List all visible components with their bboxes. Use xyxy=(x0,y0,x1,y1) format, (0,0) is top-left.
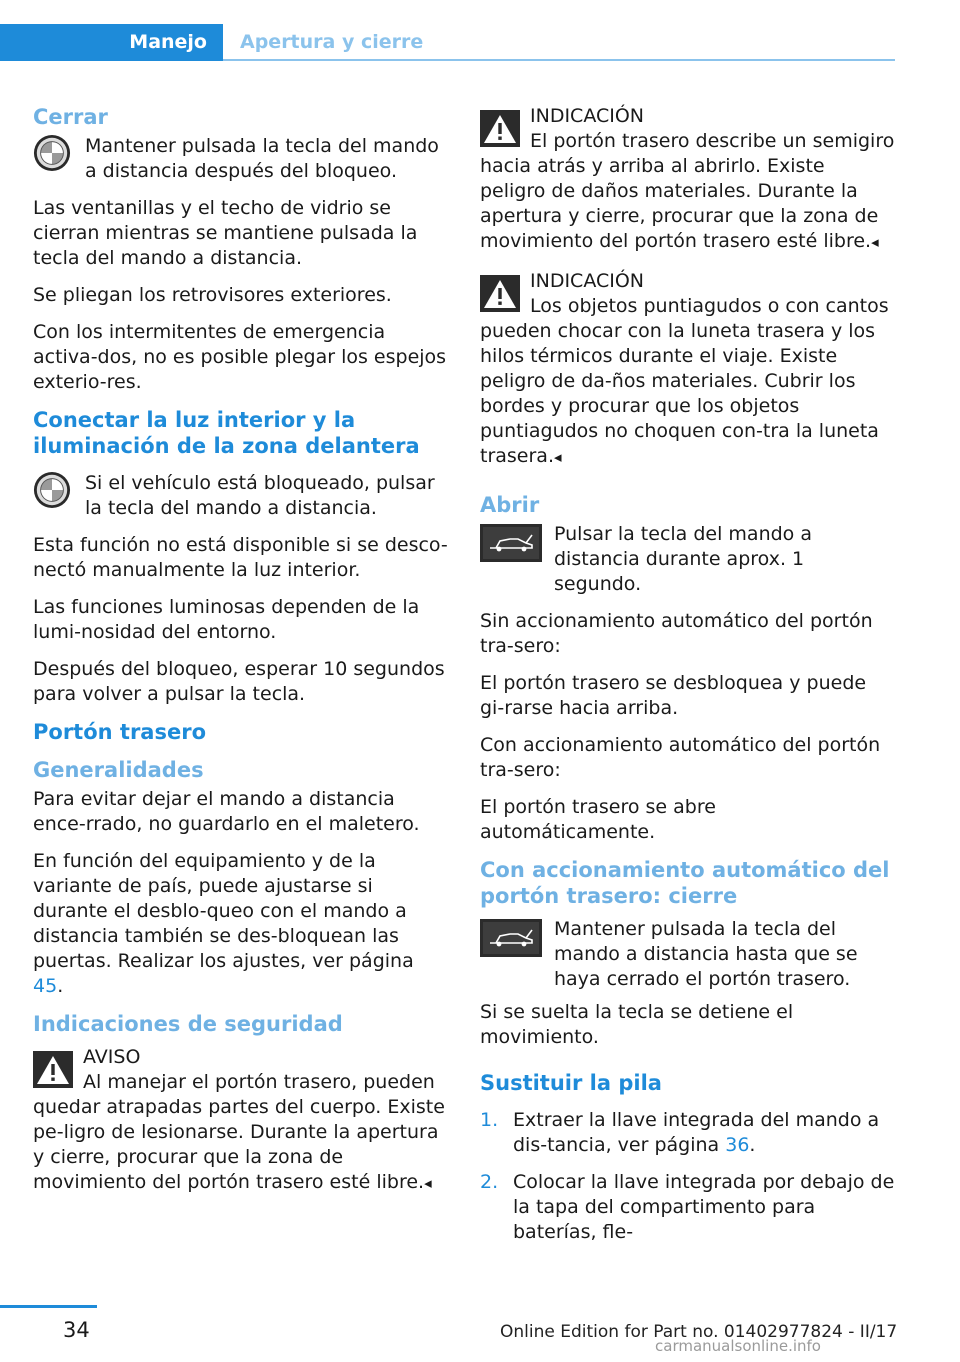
generalidades-paragraph-2 xyxy=(33,849,449,999)
luz-paragraph-1: Esta función no está disponible si se desco-nectó manualmente la luz interior. xyxy=(33,534,448,581)
indicacion-1-title: INDICACIÓN xyxy=(530,105,645,127)
step-text: Colocar la llave integrada por debajo de la tapa del compartimento para baterías, fle- xyxy=(513,1171,895,1243)
step-number: 1. xyxy=(480,1109,499,1131)
tailgate-key-icon xyxy=(480,524,542,562)
luz-icon-text: Si el vehículo está bloqueado, pulsar la tecla del mando a distancia. xyxy=(85,472,435,519)
page-link-36[interactable]: 36 xyxy=(725,1134,750,1156)
tab-apertura-y-cierre[interactable]: Apertura y cierre xyxy=(240,31,424,53)
list-item xyxy=(480,1108,896,1158)
generalidades-text: En función del equipamiento y de la variante de país, puede ajustarse si durante el desblo-queo con el mando a distancia también se des-bloquean las puertas. Realizar los ajustes, ver página xyxy=(33,850,414,972)
luz-paragraph-2: Las funciones luminosas dependen de la lumi-nosidad del entorno. xyxy=(33,596,420,643)
aviso-title: AVISO xyxy=(83,1046,141,1068)
period: . xyxy=(749,1134,756,1156)
footer-divider xyxy=(0,1305,97,1308)
period: . xyxy=(57,975,64,997)
tailgate-key-icon xyxy=(480,919,542,957)
remote-lock-emblem-icon xyxy=(33,471,71,509)
heading-generalidades: Generalidades xyxy=(33,758,204,782)
cerrar-icon-text: Mantener pulsada la tecla del mando a distancia después del bloqueo. xyxy=(85,135,439,182)
cerrar-paragraph-2: Se pliegan los retrovisores exteriores. xyxy=(33,284,392,306)
aviso-text: Al manejar el portón trasero, pueden quedar atrapadas partes del cuerpo. Existe pe-ligro de lesionarse. Durante la apertura y cierre, procurar que la zona de movimiento del portón trasero esté libre. xyxy=(33,1071,445,1193)
cerrar-paragraph-1: Las ventanillas y el techo de vidrio se cierran mientras se mantiene pulsada la tecla del mando a distancia. xyxy=(33,197,418,269)
watermark: carmanualsonline.info xyxy=(655,1337,821,1355)
abrir-icon-text: Pulsar la tecla del mando a distancia durante aprox. 1 segundo. xyxy=(554,523,812,595)
page-header xyxy=(0,24,895,61)
abrir-paragraph-4: El portón trasero se abre automáticamente. xyxy=(480,796,716,843)
abrir-paragraph-2: El portón trasero se desbloquea y puede gi-rarse hacia arriba. xyxy=(480,672,867,719)
header-divider xyxy=(223,59,895,61)
right-column xyxy=(480,104,896,1257)
heading-auto-cierre: Con accionamiento automático del portón trasero: cierre xyxy=(480,858,890,908)
warning-triangle-icon xyxy=(480,110,520,147)
heading-luz-interior: Conectar la luz interior y la iluminación de la zona delantera xyxy=(33,408,420,458)
aviso-block xyxy=(33,1045,449,1196)
heading-porton-trasero: Portón trasero xyxy=(33,720,206,744)
indicacion-block-1 xyxy=(480,104,896,255)
abrir-paragraph-1: Sin accionamiento automático del portón tra-sero: xyxy=(480,610,873,657)
generalidades-paragraph-1: Para evitar dejar el mando a distancia ence-rrado, no guardarlo en el maletero. xyxy=(33,788,420,835)
heading-cerrar: Cerrar xyxy=(33,105,108,129)
auto-cierre-instruction xyxy=(480,917,896,992)
left-column xyxy=(33,104,449,1210)
luz-instruction xyxy=(33,471,449,521)
page-link-45[interactable]: 45 xyxy=(33,975,58,997)
auto-cierre-paragraph-1: Si se suelta la tecla se detiene el movimiento. xyxy=(480,1001,794,1048)
end-mark: ◂ xyxy=(554,448,562,466)
step-number: 2. xyxy=(480,1171,499,1193)
tab-manejo[interactable]: Manejo xyxy=(0,24,223,61)
end-mark: ◂ xyxy=(424,1174,432,1192)
auto-cierre-icon-text: Mantener pulsada la tecla del mando a distancia hasta que se haya cerrado el portón trasero. xyxy=(554,918,858,990)
cerrar-instruction xyxy=(33,134,449,184)
indicacion-1-text: El portón trasero describe un semigiro hacia atrás y arriba al abrirlo. Existe peligro de daños materiales. Durante la apertura y cierre, procurar que la zona de movimiento del portón trasero esté libre. xyxy=(480,130,895,252)
luz-paragraph-3: Después del bloqueo, esperar 10 segundos para volver a pulsar la tecla. xyxy=(33,658,445,705)
end-mark: ◂ xyxy=(871,233,879,251)
edition-text: Online Edition for Part no. 01402977824 - II/17 xyxy=(500,1322,898,1342)
list-item xyxy=(480,1170,896,1245)
indicacion-2-text: Los objetos puntiagudos o con cantos pueden chocar con la luneta trasera y los hilos térmicos durante el viaje. Existe peligro de da-ños materiales. Cubrir los bordes y procurar que los objetos puntiagudos no choquen con-tra la luneta trasera. xyxy=(480,295,889,467)
remote-lock-emblem-icon xyxy=(33,134,71,172)
heading-sustituir-pila: Sustituir la pila xyxy=(480,1071,662,1095)
steps-list xyxy=(480,1108,896,1245)
warning-triangle-icon xyxy=(480,275,520,312)
cerrar-paragraph-3: Con los intermitentes de emergencia activa-dos, no es posible plegar los espejos exterio-res. xyxy=(33,321,447,393)
indicacion-2-title: INDICACIÓN xyxy=(530,270,645,292)
abrir-paragraph-3: Con accionamiento automático del portón tra-sero: xyxy=(480,734,881,781)
heading-indicaciones-seguridad: Indicaciones de seguridad xyxy=(33,1012,343,1036)
indicacion-block-2 xyxy=(480,269,896,470)
abrir-instruction xyxy=(480,522,896,597)
heading-abrir: Abrir xyxy=(480,493,540,517)
step-text: Extraer la llave integrada del mando a dis-tancia, ver página xyxy=(513,1109,880,1156)
warning-triangle-icon xyxy=(33,1051,73,1088)
page-number: 34 xyxy=(63,1318,90,1342)
